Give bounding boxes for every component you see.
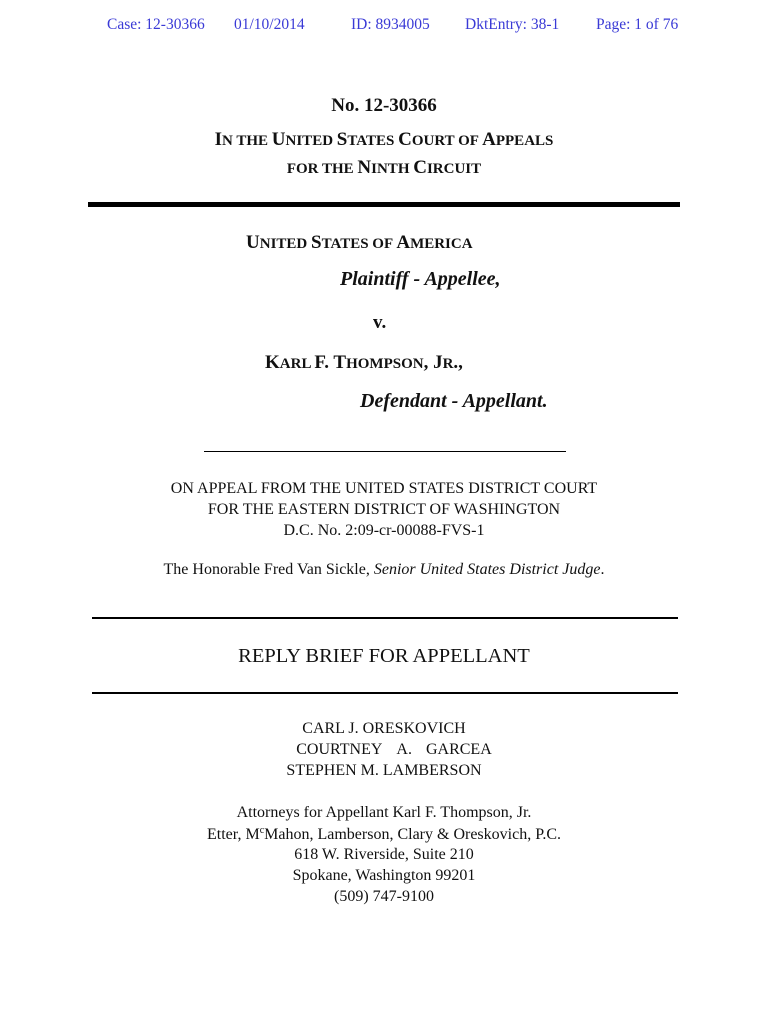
- stamp-case: Case: 12-30366: [107, 16, 205, 33]
- appeal-line2: FOR THE EASTERN DISTRICT OF WASHINGTON: [207, 501, 561, 518]
- attorney-name-1: CARL J. ORESKOVICH: [302, 720, 466, 737]
- defendant-role: Defendant - Appellant.: [360, 390, 548, 412]
- versus: v.: [373, 312, 387, 333]
- court-name-line2: FOR THE NINTH CIRCUIT: [286, 157, 482, 178]
- stamp-id: ID: 8934005: [351, 16, 430, 33]
- heading-divider: [88, 202, 680, 207]
- parties-divider: [204, 451, 566, 452]
- title-rule-bottom: [92, 692, 678, 694]
- brief-title: REPLY BRIEF FOR APPELLANT: [238, 645, 530, 667]
- plaintiff-name: UNITED STATES OF AMERICA: [246, 232, 473, 253]
- court-name-line1: IN THE UNITED STATES COURT OF APPEALS: [214, 129, 554, 150]
- judge-line: The Honorable Fred Van Sickle, Senior United States District Judge.: [163, 561, 605, 578]
- case-number: No. 12-30366: [331, 95, 437, 116]
- judge-name: The Honorable Fred Van Sickle,: [163, 561, 374, 578]
- firm-phone: (509) 747-9100: [334, 888, 434, 905]
- firm-address-city: Spokane, Washington 99201: [292, 867, 476, 884]
- stamp-dkt-entry: DktEntry: 38-1: [465, 16, 560, 33]
- plaintiff-role: Plaintiff - Appellee,: [340, 268, 501, 290]
- judge-title: Senior United States District Judge: [373, 561, 601, 578]
- firm-address-street: 618 W. Riverside, Suite 210: [294, 846, 474, 863]
- stamp-page: Page: 1 of 76: [596, 16, 679, 33]
- firm-name: Etter, $M^cMahon$, Lamberson, Clary & Oreskovich, P.C.: [207, 825, 561, 843]
- stamp-date: 01/10/2014: [234, 16, 305, 33]
- appeal-line1: ON APPEAL FROM THE UNITED STATES DISTRICT COURT: [170, 480, 598, 497]
- attorneys-for-line: Attorneys for Appellant Karl F. Thompson, Jr.: [236, 804, 532, 821]
- district-case-number: D.C. No. 2:09-cr-00088-FVS-1: [283, 522, 485, 539]
- title-rule-top: [92, 617, 678, 619]
- defendant-name: KARL F. THOMPSON, JR.,: [265, 352, 463, 373]
- attorney-name-2: COURTNEY A. GARCEA: [296, 741, 492, 758]
- attorney-name-3: STEPHEN M. LAMBERSON: [286, 762, 482, 779]
